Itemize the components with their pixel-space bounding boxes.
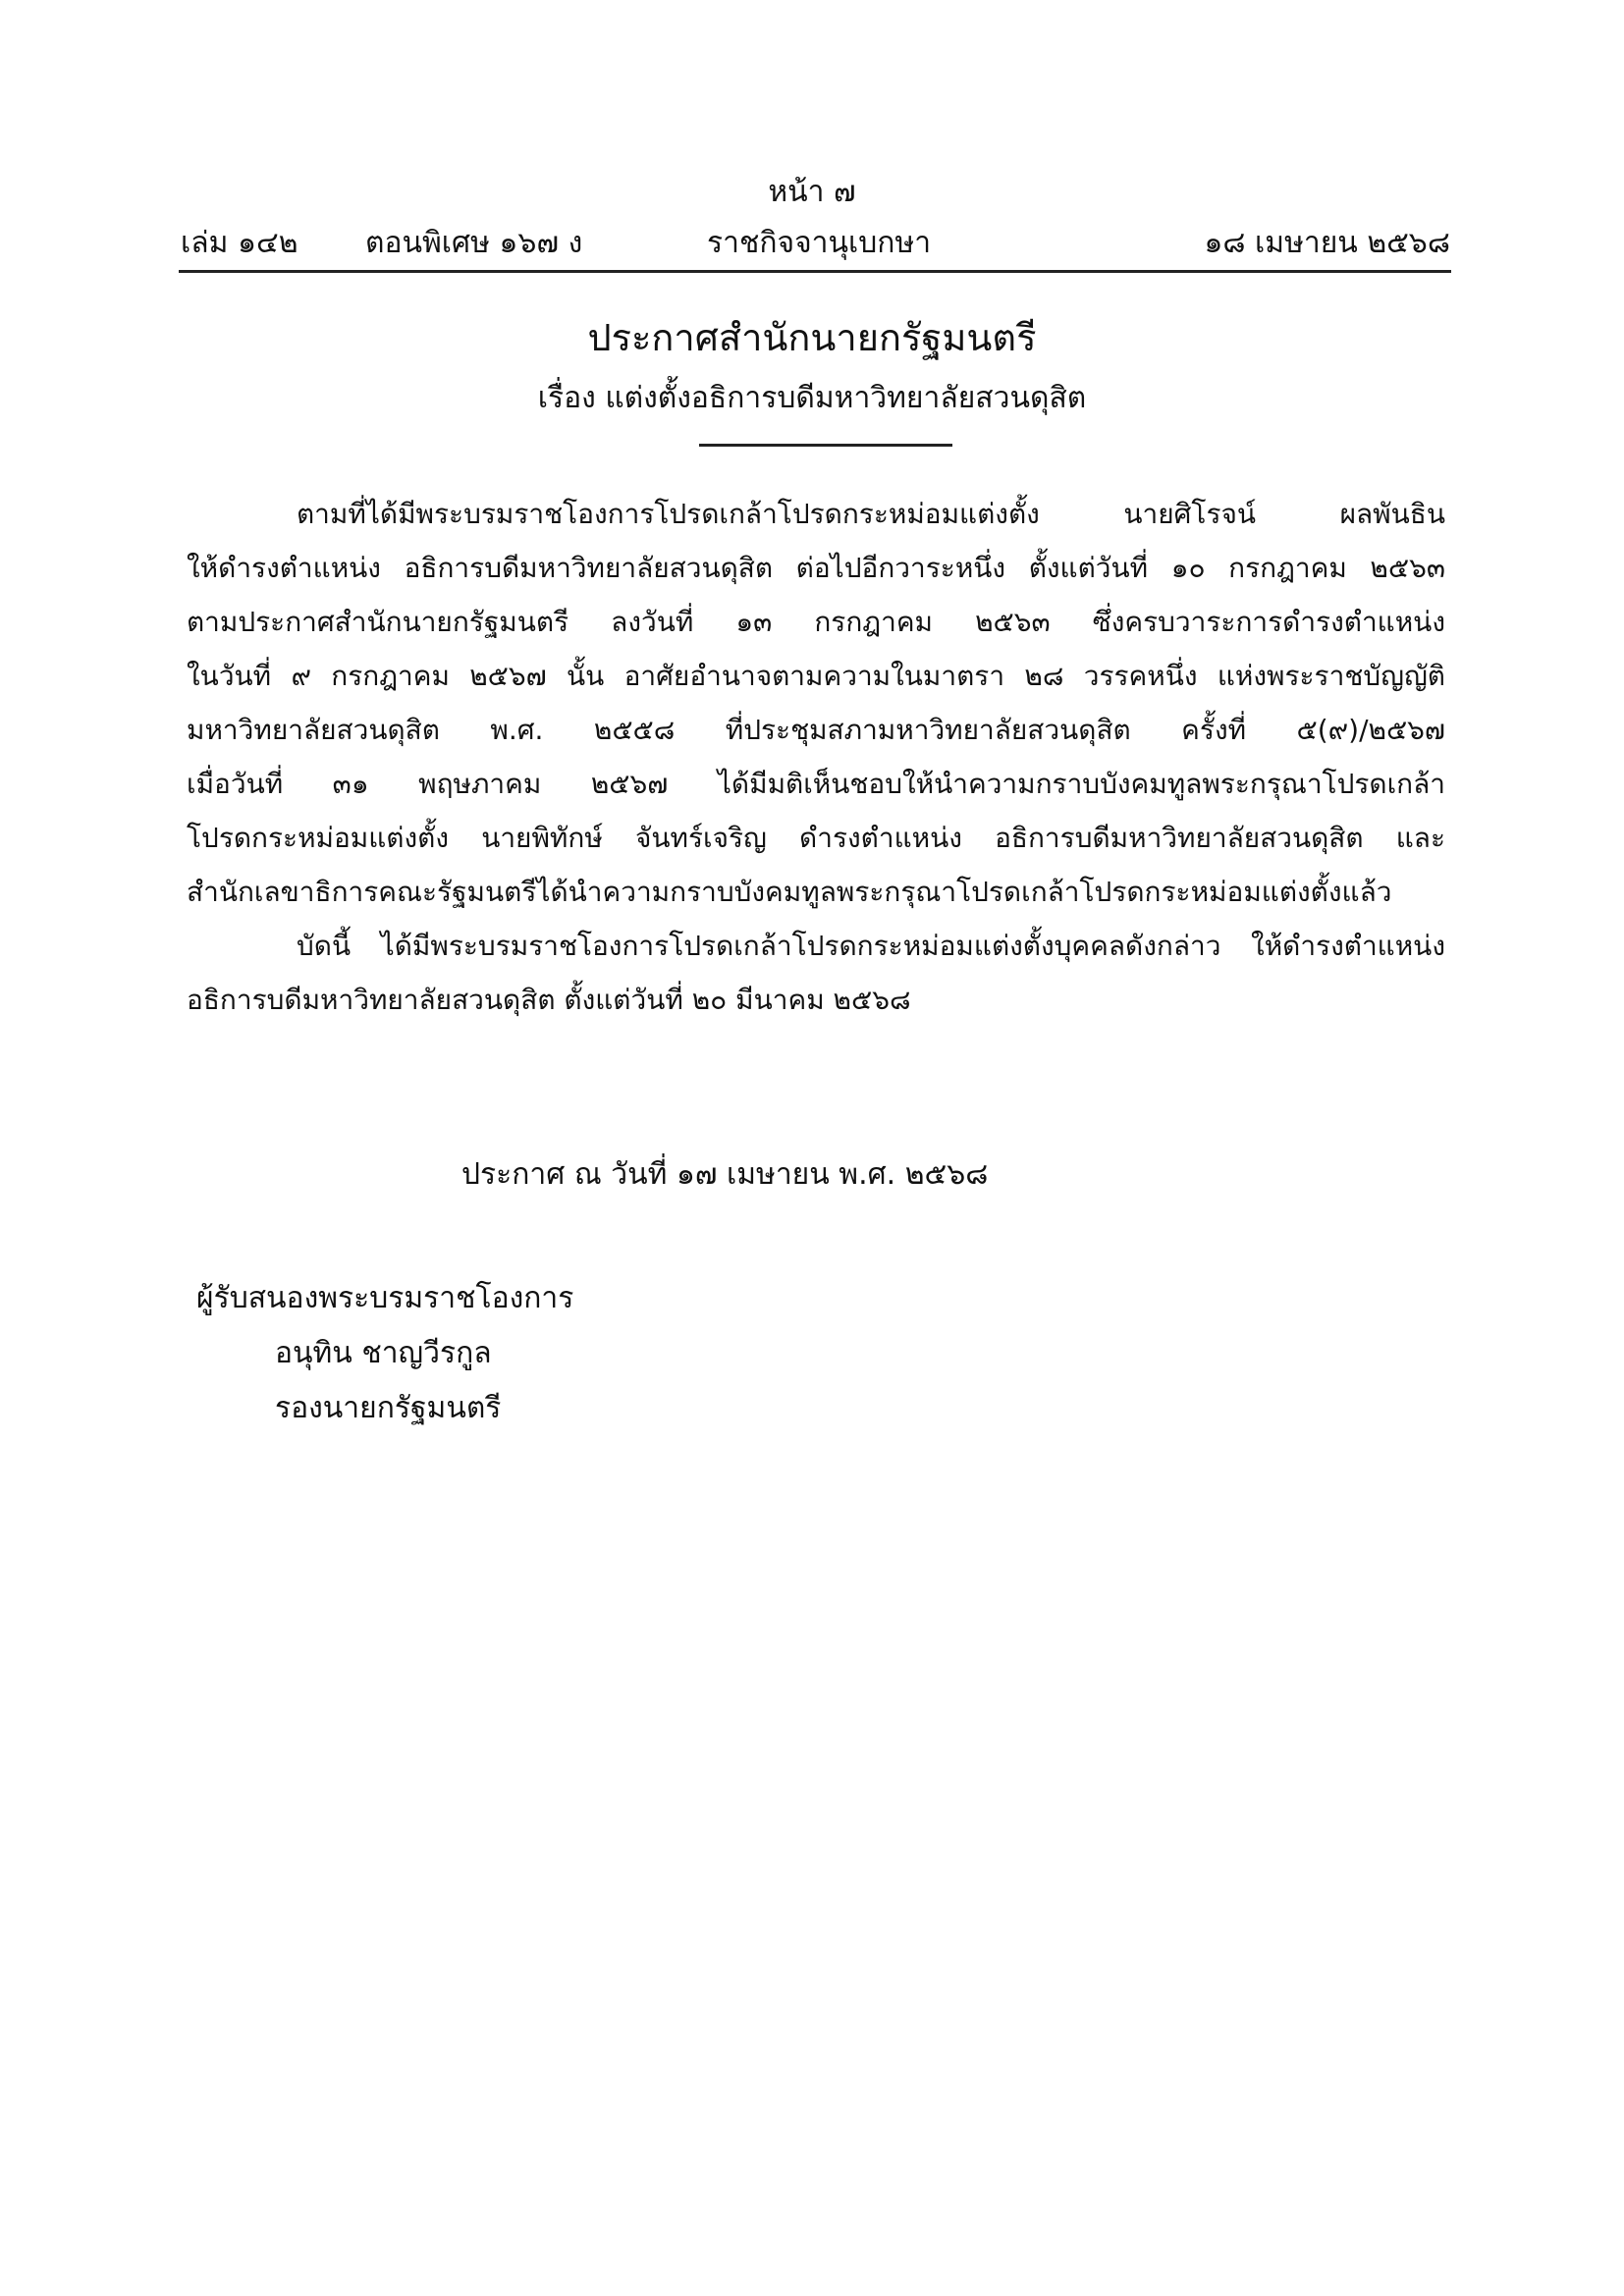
proclamation-date: ประกาศ ณ วันที่ ๑๗ เมษายน พ.ศ. ๒๕๖๘ — [461, 1157, 989, 1192]
body-line: ตามประกาศสำนักนายกรัฐมนตรี ลงวันที่ ๑๓ กรกฎาคม ๒๕๖๓ ซึ่งครบวาระการดำรงตำแหน่ง — [187, 606, 1445, 638]
gazette-header — [0, 222, 1624, 265]
announcement-title: ประกาศสำนักนายกรัฐมนตรี — [587, 316, 1037, 359]
announcement-body — [187, 487, 1445, 1027]
body-line: บัดนี้ ได้มีพระบรมราชโองการโปรดเกล้าโปรดกระหม่อมแต่งตั้งบุคคลดังกล่าว ให้ดำรงตำแหน่ง — [297, 930, 1445, 962]
header-divider — [179, 270, 1451, 273]
body-line: อธิการบดีมหาวิทยาลัยสวนดุสิต ตั้งแต่วันที่ ๒๐ มีนาคม ๒๕๖๘ — [187, 984, 911, 1016]
body-line: ให้ดำรงตำแหน่ง อธิการบดีมหาวิทยาลัยสวนดุสิต ต่อไปอีกวาระหนึ่ง ตั้งแต่วันที่ ๑๐ กรกฎาคม ๒๕๖๓ — [187, 552, 1445, 584]
issue-number: ตอนพิเศษ ๑๖๗ ง — [365, 226, 583, 260]
signatory-position: รองนายกรัฐมนตรี — [275, 1391, 502, 1425]
signature-block — [196, 1271, 573, 1436]
gazette-name: ราชกิจจานุเบกษา — [707, 226, 932, 260]
announcement-subject: เรื่อง แต่งตั้งอธิการบดีมหาวิทยาลัยสวนดุสิต — [537, 381, 1087, 415]
volume-number: เล่ม ๑๔๒ — [181, 226, 298, 260]
signatory-name: อนุทิน ชาญวีรกูล — [275, 1336, 492, 1370]
body-line: มหาวิทยาลัยสวนดุสิต พ.ศ. ๒๕๕๘ ที่ประชุมสภามหาวิทยาลัยสวนดุสิต ครั้งที่ ๕(๙)/๒๕๖๗ — [187, 714, 1445, 746]
body-line: ในวันที่ ๙ กรกฎาคม ๒๕๖๗ นั้น อาศัยอำนาจตามความในมาตรา ๒๘ วรรคหนึ่ง แห่งพระราชบัญญัติ — [187, 660, 1445, 692]
title-divider — [699, 444, 952, 447]
countersign-label: ผู้รับสนองพระบรมราชโองการ — [196, 1281, 574, 1315]
gazette-date: ๑๘ เมษายน ๒๕๖๘ — [1204, 226, 1450, 260]
body-line: สำนักเลขาธิการคณะรัฐมนตรีได้นำความกราบบังคมทูลพระกรุณาโปรดเกล้าโปรดกระหม่อมแต่งตั้งแล้ว — [187, 876, 1392, 908]
body-line: โปรดกระหม่อมแต่งตั้ง นายพิทักษ์ จันทร์เจริญ ดำรงตำแหน่ง อธิการบดีมหาวิทยาลัยสวนดุสิต และ — [187, 822, 1445, 854]
page-number: หน้า ๗ — [768, 175, 856, 209]
body-line: เมื่อวันที่ ๓๑ พฤษภาคม ๒๕๖๗ ได้มีมติเห็นชอบให้นำความกราบบังคมทูลพระกรุณาโปรดเกล้า — [187, 768, 1445, 800]
body-line: ตามที่ได้มีพระบรมราชโองการโปรดเกล้าโปรดกระหม่อมแต่งตั้ง นายศิโรจน์ ผลพันธิน — [297, 498, 1445, 530]
